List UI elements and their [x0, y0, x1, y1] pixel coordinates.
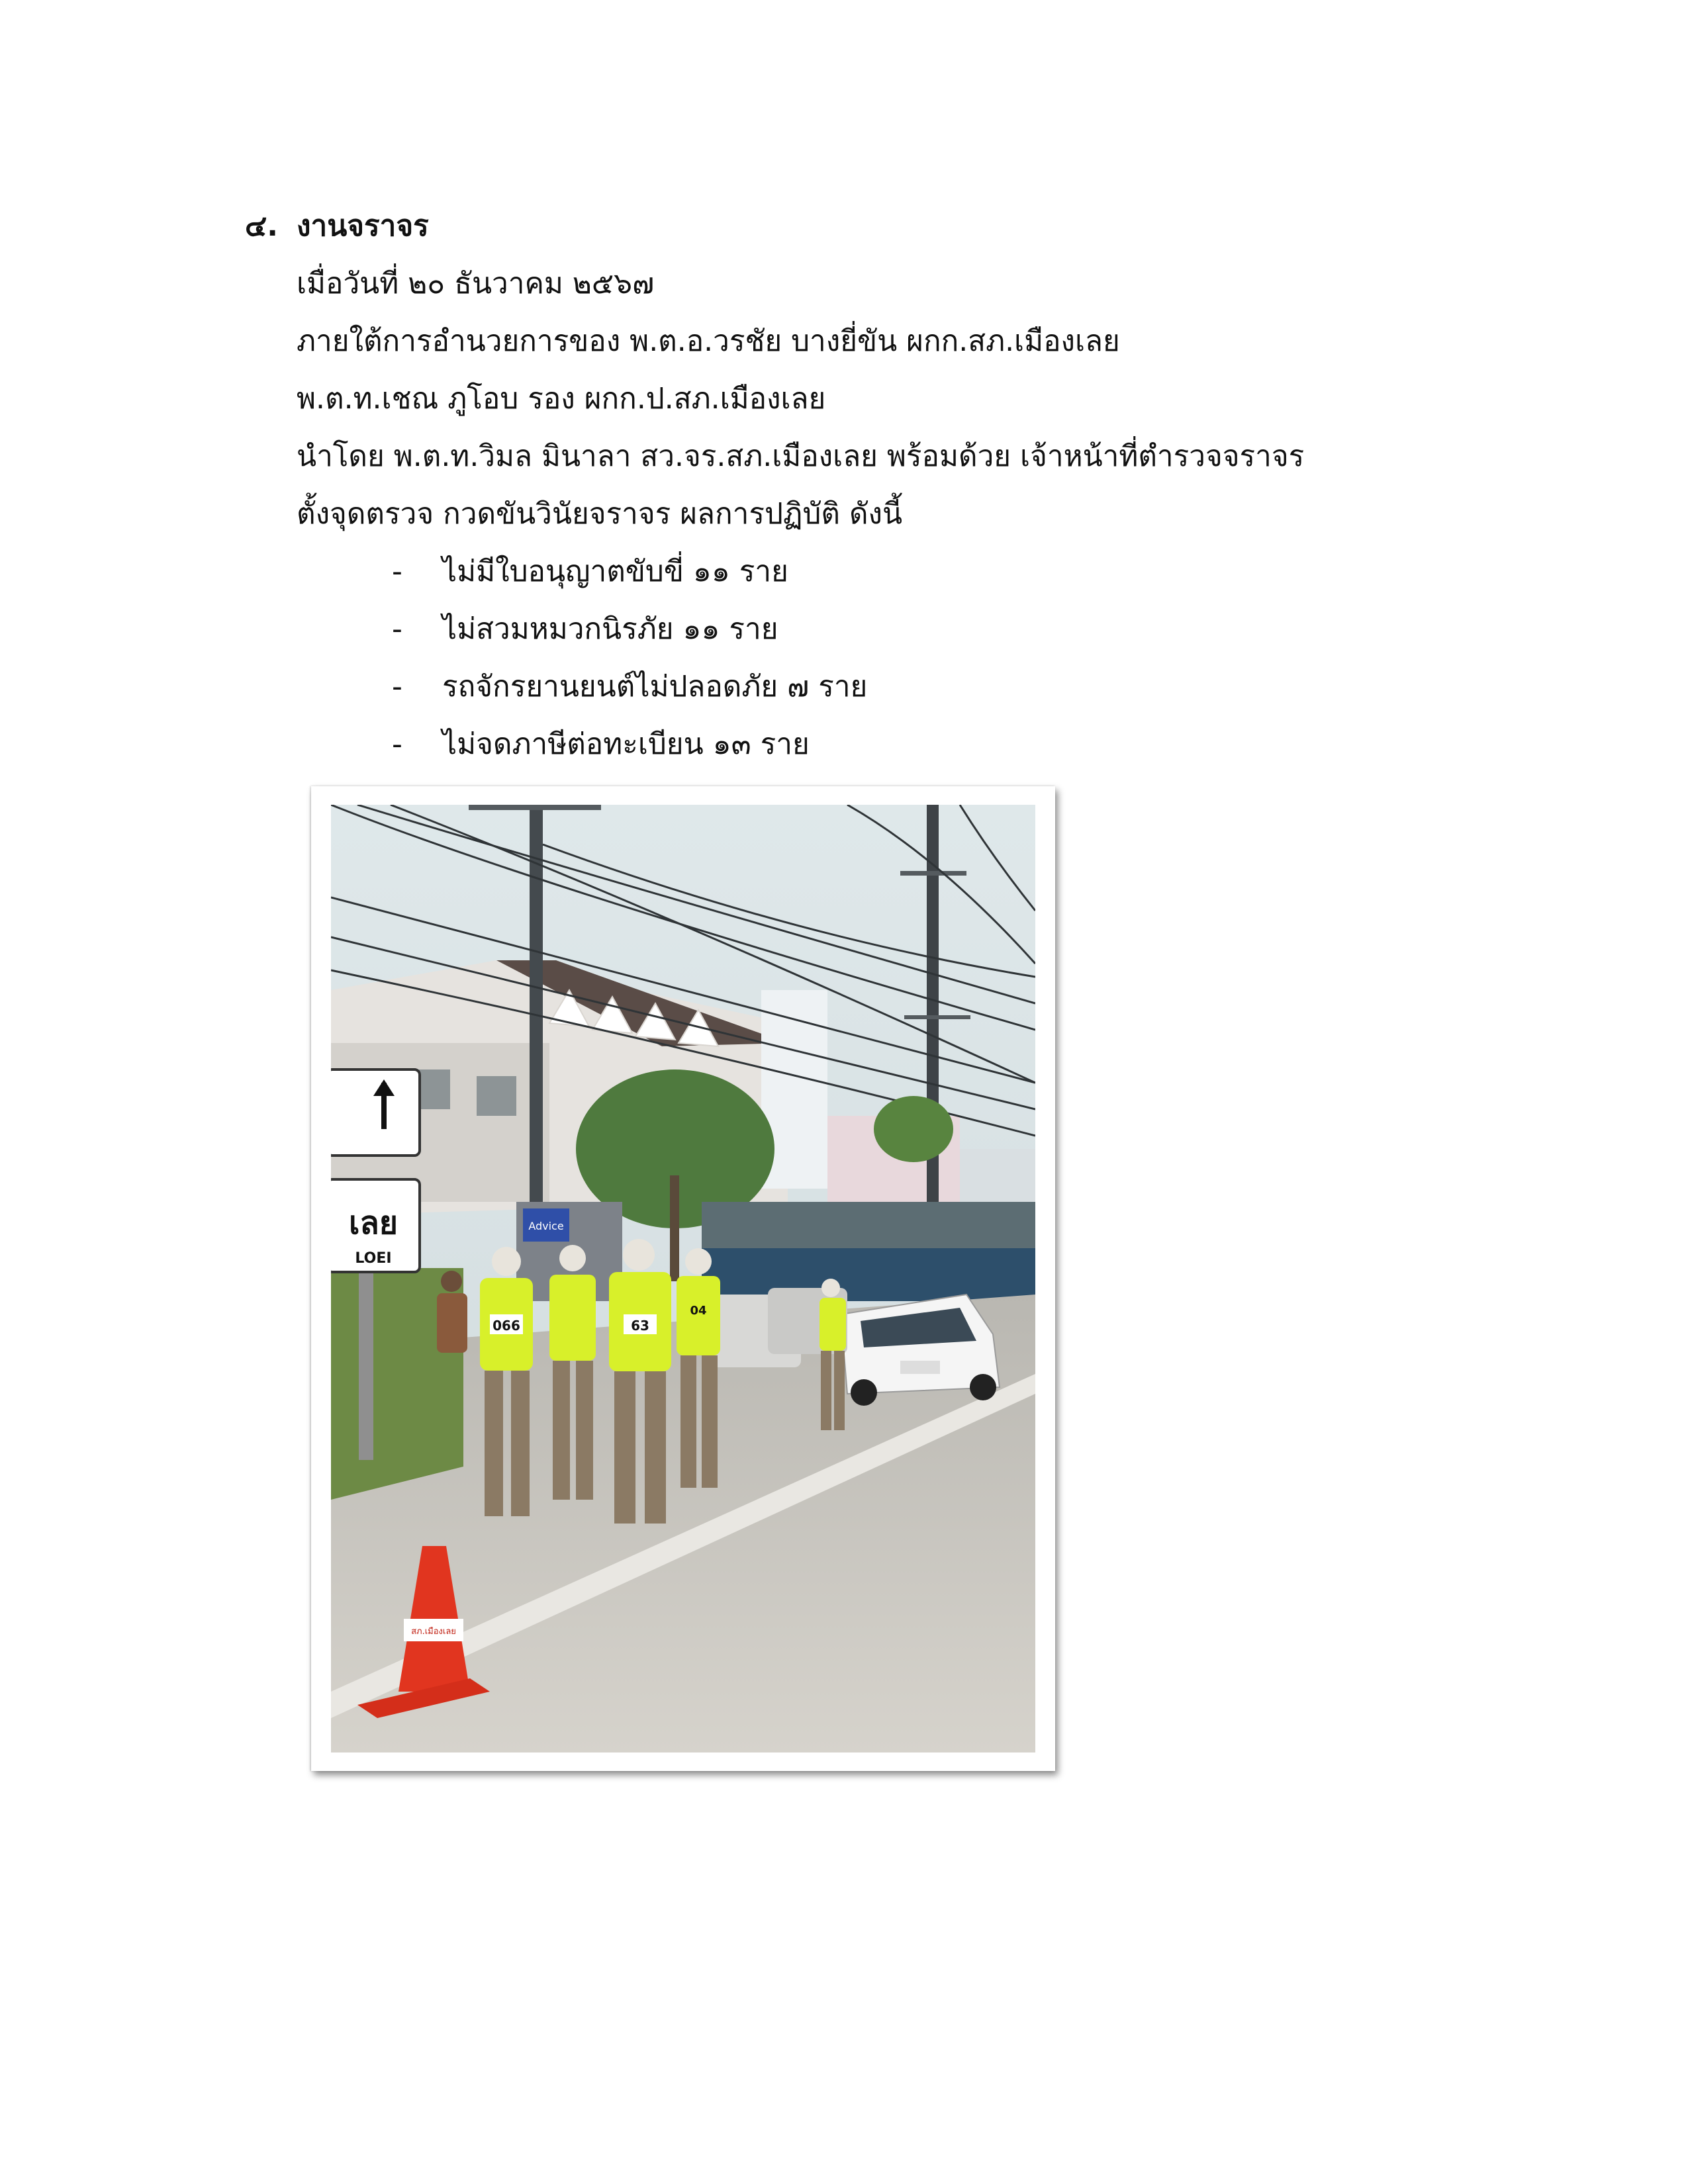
svg-text:เลย: เลย [349, 1205, 398, 1242]
svg-text:04: 04 [690, 1304, 707, 1318]
result-item-unsafe: รถจักรยานยนต์ไม่ปลอดภัย ๗ ราย [442, 670, 868, 704]
result-item-helmet-bullet: - [392, 612, 402, 646]
svg-text:LOEI: LOEI [355, 1250, 392, 1267]
paragraph-deputy: พ.ต.ท.เชณ ภูโอบ รอง ผกก.ป.สภ.เมืองเลย [297, 382, 826, 416]
section-number: ๔. [245, 209, 279, 243]
result-item-helmet: ไม่สวมหมวกนิรภัย ๑๑ ราย [442, 612, 778, 646]
paragraph-checkpoint: ตั้งจุดตรวจ กวดขันวินัยจราจร ผลการปฏิบัติ ดังนี้ [297, 497, 903, 531]
result-item-unsafe-bullet: - [392, 670, 402, 704]
paragraph-date: เมื่อวันที่ ๒๐ ธันวาคม ๒๕๖๗ [297, 267, 655, 300]
paragraph-commander: ภายใต้การอำนวยการของ พ.ต.อ.วรชัย บางยี่ขัน ผกก.สภ.เมืองเลย [297, 324, 1120, 358]
checkpoint-photo [311, 786, 1055, 1771]
paragraph-leader: นำโดย พ.ต.ท.วิมล มินาลา สว.จร.สภ.เมืองเลย พร้อมด้วย เจ้าหน้าที่ตำรวจจราจร [297, 439, 1305, 473]
result-item-license-bullet: - [392, 555, 402, 588]
result-item-license: ไม่มีใบอนุญาตขับขี่ ๑๑ ราย [442, 555, 788, 588]
svg-text:066: 066 [492, 1318, 520, 1334]
svg-text:Advice: Advice [528, 1220, 564, 1232]
checkpoint-photo-image [331, 805, 1035, 1752]
direction-sign [331, 1069, 420, 1156]
white-car [841, 1295, 1000, 1406]
svg-text:63: 63 [631, 1318, 649, 1334]
result-item-tax-bullet: - [392, 727, 402, 761]
svg-text:สภ.เมืองเลย: สภ.เมืองเลย [411, 1627, 456, 1637]
result-item-tax: ไม่จดภาษีต่อทะเบียน ๑๓ ราย [442, 727, 810, 761]
section-title: งานจราจร [297, 209, 429, 243]
